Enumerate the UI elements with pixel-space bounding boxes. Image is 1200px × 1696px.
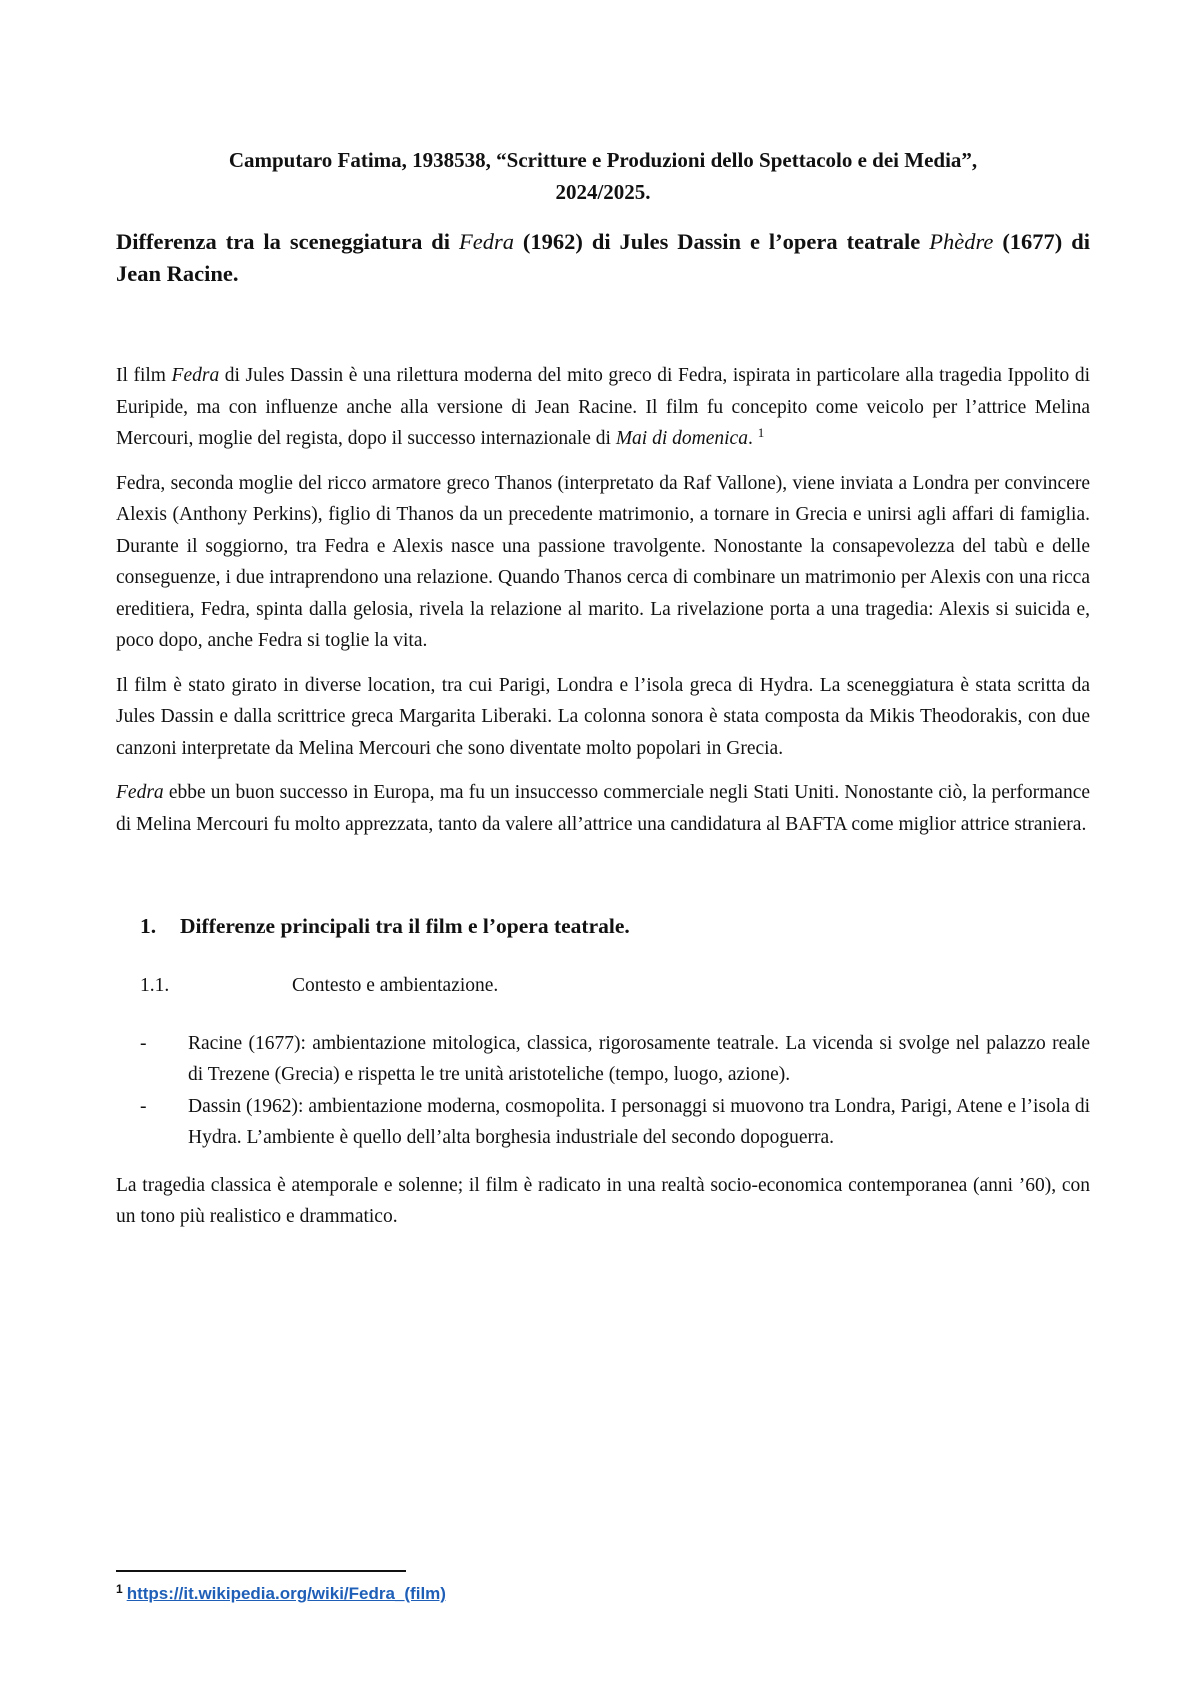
footnote-number: 1 <box>116 1582 123 1596</box>
paragraph-intro-text-a: Il film <box>116 365 172 386</box>
subsection-title: Contesto e ambientazione. <box>292 975 499 996</box>
subsection-number: 1.1. <box>140 975 170 996</box>
footnote <box>116 1582 446 1604</box>
title-film-name: Fedra <box>458 229 514 254</box>
footnote-link[interactable]: https://it.wikipedia.org/wiki/Fedra_(film) <box>126 1584 446 1603</box>
document-header <box>116 144 1090 208</box>
paragraph-intro-film: Fedra <box>171 365 220 386</box>
subsection-heading <box>116 970 1090 1002</box>
paragraph-reception <box>116 777 1090 840</box>
section-title: Differenze principali tra il film e l’opera teatrale. <box>180 914 630 938</box>
document-title <box>116 226 1090 290</box>
bullet-text-racine: Racine (1677): ambientazione mitologica, classica, rigorosamente teatrale. La vicenda si svolge nel palazzo reale di Trezene (Grecia) e rispetta le tre unità aristoteliche (tempo, luogo, azione). <box>188 1032 1090 1085</box>
header-line-1: Camputaro Fatima, 1938538, “Scritture e Produzioni dello Spettacolo e dei Media”, <box>228 148 978 172</box>
paragraph-intro <box>116 360 1090 455</box>
document-page <box>116 144 1090 1233</box>
title-play-name: Phèdre <box>929 229 994 254</box>
title-part-1: Differenza tra la sceneggiatura di <box>116 229 459 254</box>
section-number: 1. <box>140 914 157 938</box>
list-item <box>116 1028 1090 1091</box>
section-heading <box>116 910 1090 942</box>
paragraph-intro-ref-film: Mai di domenica <box>615 428 748 449</box>
title-part-3: (1677) di Jean Racine. <box>116 229 1091 286</box>
bullet-dash: - <box>140 1032 147 1054</box>
list-item <box>116 1091 1090 1154</box>
bullet-text-dassin: Dassin (1962): ambientazione moderna, cosmopolita. I personaggi si muovono tra Londra, Parigi, Atene e l’isola di Hydra. L’ambiente è quello dell’alta borghesia industriale del secondo dopoguerra. <box>188 1095 1090 1148</box>
footnote-reference[interactable]: 1 <box>757 425 765 440</box>
paragraph-reception-film: Fedra <box>116 782 164 803</box>
paragraph-plot: Fedra, seconda moglie del ricco armatore greco Thanos (interpretato da Raf Vallone), viene inviata a Londra per convincere Alexis (Anthony Perkins), figlio di Thanos da un precedente matrimonio, a tornare in Grecia e unirsi agli affari di famiglia. Durante il soggiorno, tra Fedra e Alexis nasce una passione travolgente. Nonostante la consapevolezza del tabù e delle conseguenze, i due intraprendono una relazione. Quando Thanos cerca di combinare un matrimonio per Alexis con una ricca ereditiera, Fedra, spinta dalla gelosia, rivela la relazione al marito. La rivelazione porta a una tragedia: Alexis si suicida e, poco dopo, anche Fedra si toglie la vita. <box>116 472 1090 651</box>
footnote-separator <box>116 1570 406 1572</box>
paragraph-production: Il film è stato girato in diverse location, tra cui Parigi, Londra e l’isola greca di Hydra. La sceneggiatura è stata scritta da Jules Dassin e dalla scrittrice greca Margarita Liberaki. La colonna sonora è stata composta da Mikis Theodorakis, con due canzoni interpretate da Melina Mercouri che sono diventate molto popolari in Grecia. <box>116 674 1090 759</box>
bullet-dash: - <box>140 1095 147 1117</box>
title-part-2: (1962) di Jules Dassin e l’opera teatrale <box>513 229 930 254</box>
bullet-list <box>116 1028 1090 1154</box>
header-line-2: 2024/2025. <box>555 180 651 204</box>
paragraph-reception-text: ebbe un buon successo in Europa, ma fu un insuccesso commerciale negli Stati Uniti. Nonostante ciò, la performance di Melina Mercouri fu molto apprezzata, tanto da valere all’attrice una candidatura al BAFTA come miglior attrice straniera. <box>116 782 1090 835</box>
paragraph-closing: La tragedia classica è atemporale e solenne; il film è radicato in una realtà socio-economica contemporanea (anni ’60), con un tono più realistico e drammatico. <box>116 1174 1090 1227</box>
paragraph-intro-text-c: . <box>747 428 758 449</box>
paragraph-intro-text-b: di Jules Dassin è una rilettura moderna del mito greco di Fedra, ispirata in particolare alla tragedia Ippolito di Euripide, ma con influenze anche alla versione di Jean Racine. Il film fu concepito come veicolo per l’attrice Melina Mercouri, moglie del regista, dopo il successo internazionale di <box>116 365 1090 449</box>
